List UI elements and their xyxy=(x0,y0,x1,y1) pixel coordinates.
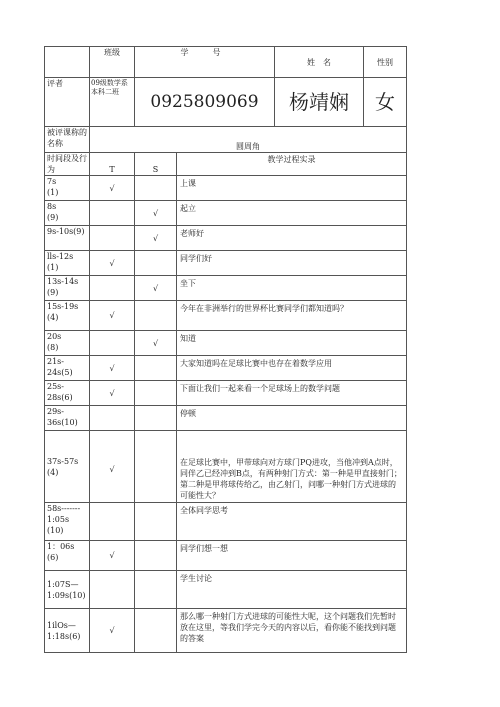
header-id-label: 学 号 xyxy=(180,48,229,57)
s-check-cell xyxy=(135,609,177,653)
record-text-cell: 停顿 xyxy=(177,406,407,431)
t-check-cell: √ xyxy=(90,251,135,276)
table-row xyxy=(45,301,407,331)
record-text-cell: 上课 xyxy=(177,176,407,201)
s-check-cell xyxy=(135,176,177,201)
t-check-cell xyxy=(90,571,135,609)
blank-cell xyxy=(45,47,90,78)
evaluator-label: 评者 xyxy=(45,78,90,127)
table-row xyxy=(45,503,407,541)
observation-table xyxy=(44,46,407,653)
t-check-cell: √ xyxy=(90,431,135,503)
time-cell: 20s (8) xyxy=(45,331,90,356)
s-check-cell xyxy=(135,356,177,381)
time-cell: 25s- 28s(6) xyxy=(45,381,90,406)
table-row xyxy=(45,331,407,356)
t-check-cell: √ xyxy=(90,176,135,201)
time-cell: 8s (9) xyxy=(45,201,90,226)
table-row xyxy=(45,356,407,381)
header-gender: 性别 xyxy=(377,57,393,67)
record-text-cell: 学生讨论 xyxy=(177,571,407,609)
t-check-cell: √ xyxy=(90,356,135,381)
s-check-cell: √ xyxy=(135,331,177,356)
header-id xyxy=(135,47,275,78)
time-cell: 15s-19s (4) xyxy=(45,301,90,331)
t-check-cell xyxy=(90,406,135,431)
course-title: 圆周角 xyxy=(90,127,407,153)
record-rows xyxy=(45,176,407,653)
table-row xyxy=(45,381,407,406)
record-text-cell: 同学们好 xyxy=(177,251,407,276)
evaluator-gender: 女 xyxy=(375,90,395,114)
time-cell: 7s (1) xyxy=(45,176,90,201)
time-cell: 1ilOs— 1:18s(6) xyxy=(45,609,90,653)
t-check-cell: √ xyxy=(90,381,135,406)
table-row xyxy=(45,276,407,301)
s-check-cell: √ xyxy=(135,226,177,251)
t-check-cell xyxy=(90,331,135,356)
table-row xyxy=(45,571,407,609)
col-t-header: T xyxy=(90,153,135,176)
s-check-cell xyxy=(135,251,177,276)
s-check-cell: √ xyxy=(135,201,177,226)
record-text-cell: 全体同学思考 xyxy=(177,503,407,541)
evaluator-class: 09级数学系本科二班 xyxy=(90,78,135,127)
header-row xyxy=(45,47,407,78)
t-check-cell xyxy=(90,201,135,226)
column-header-row xyxy=(45,153,407,176)
s-check-cell xyxy=(135,301,177,331)
table-row xyxy=(45,431,407,503)
time-cell: 9s-10s(9) xyxy=(45,226,90,251)
col-time-header: 时间段及行为 xyxy=(45,153,90,176)
table-row xyxy=(45,201,407,226)
t-check-cell: √ xyxy=(90,609,135,653)
header-name-gender xyxy=(275,47,407,78)
time-cell: 1：06s (6) xyxy=(45,541,90,571)
time-cell: 29s- 36s(10) xyxy=(45,406,90,431)
t-check-cell xyxy=(90,226,135,251)
time-cell: 37s-57s (4) xyxy=(45,431,90,503)
evaluator-id-value: 0925809069 xyxy=(150,92,259,112)
header-class: 班级 xyxy=(90,47,135,78)
time-cell: 58s------- 1:05s (10) xyxy=(45,503,90,541)
t-check-cell xyxy=(90,503,135,541)
s-check-cell xyxy=(135,431,177,503)
s-check-cell xyxy=(135,503,177,541)
s-check-cell xyxy=(135,406,177,431)
s-check-cell xyxy=(135,571,177,609)
header-name: 姓 名 xyxy=(275,47,364,77)
col-record-header: 教学过程实录 xyxy=(177,153,407,176)
record-text-cell: 起立 xyxy=(177,201,407,226)
s-check-cell xyxy=(135,381,177,406)
course-row xyxy=(45,127,407,153)
evaluator-name: 杨靖娴 xyxy=(275,78,364,126)
t-check-cell: √ xyxy=(90,541,135,571)
time-cell: 13s-14s (9) xyxy=(45,276,90,301)
course-label: 被评课称的名称 xyxy=(45,127,90,153)
time-cell: 21s- 24s(5) xyxy=(45,356,90,381)
table-row xyxy=(45,541,407,571)
s-check-cell xyxy=(135,541,177,571)
record-text-cell: 下面让我们一起来看一个足球场上的数学问题 xyxy=(177,381,407,406)
record-text-cell: 知道 xyxy=(177,331,407,356)
table-row xyxy=(45,176,407,201)
record-text-cell: 大家知道吗在足球比赛中也存在着数学应用 xyxy=(177,356,407,381)
col-s-header: S xyxy=(135,153,177,176)
record-text-cell: 在足球比赛中，甲带球向对方球门PQ进攻，当他冲到A点时，同伴乙已经冲到B点，有两种射门方式：第一种是甲直接射门；第二种是甲将球传给乙，由乙射门，问哪一种射门方式进球的可能性大？ xyxy=(177,431,407,503)
table-row xyxy=(45,251,407,276)
s-check-cell: √ xyxy=(135,276,177,301)
time-cell: lls-12s (1) xyxy=(45,251,90,276)
t-check-cell xyxy=(90,276,135,301)
record-text-cell: 今年在非洲举行的世界杯比赛同学们都知道吗？ xyxy=(177,301,407,331)
table-row xyxy=(45,609,407,653)
t-check-cell: √ xyxy=(90,301,135,331)
evaluator-id xyxy=(135,78,275,127)
record-text-cell: 那么哪一种射门方式进球的可能性大呢，这个问题我们先暂时放在这里，等我们学完今天的内容以后，看你能不能找到问题的答案 xyxy=(177,609,407,653)
time-cell: 1:07S— 1:09s(10) xyxy=(45,571,90,609)
record-text-cell: 坐下 xyxy=(177,276,407,301)
record-text-cell: 老师好 xyxy=(177,226,407,251)
table-row xyxy=(45,406,407,431)
record-text-cell: 同学们想一想 xyxy=(177,541,407,571)
table-row xyxy=(45,226,407,251)
evaluator-name-gender xyxy=(275,78,407,127)
evaluator-row xyxy=(45,78,407,127)
